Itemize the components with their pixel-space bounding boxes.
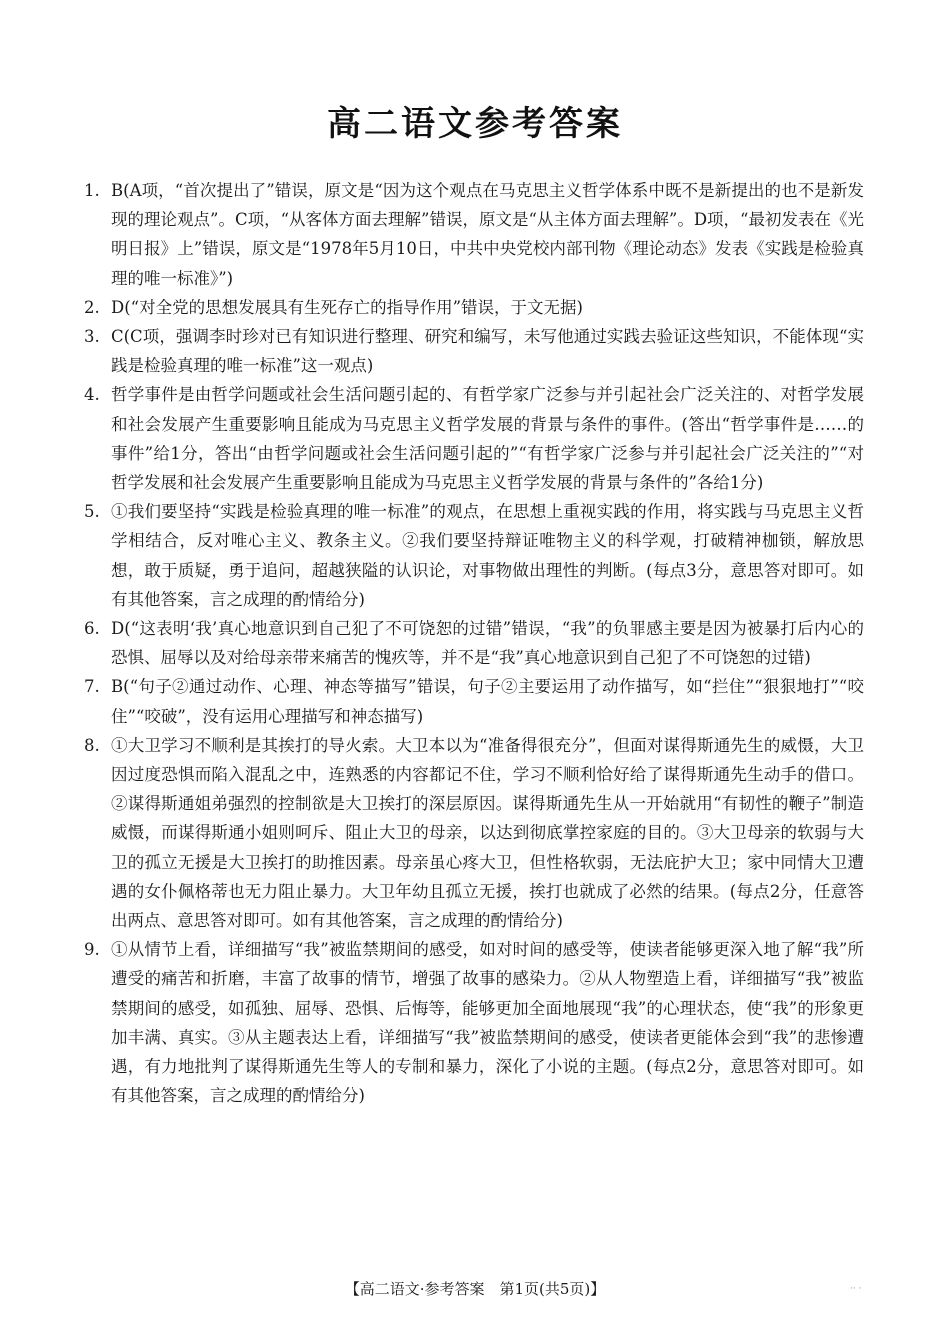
answer-number: 2. [84,297,100,317]
answer-text: ①大卫学习不顺利是其挨打的导火索。大卫本以为“准备得很充分”，但面对谋得斯通先生的威慑，大卫因过度恐惧而陷入混乱之中，连熟悉的内容都记不住，学习不顺利恰好给了谋得斯通先生动手的借口。②谋得斯通姐弟强烈的控制欲是大卫挨打的深层原因。谋得斯通先生从一开始就用“有韧性的鞭子”制造威慑，而谋得斯通小姐则呵斥、阻止大卫的母亲，以达到彻底掌控家庭的目的。③大卫母亲的软弱与大卫的孤立无援是大卫挨打的助推因素。母亲虽心疼大卫，但性格软弱，无法庇护大卫；家中同情大卫遭遇的女仆佩格蒂也无力阻止暴力。大卫年幼且孤立无援，挨打也就成了必然的结果。(每点2分，任意答出两点、意思答对即可。如有其他答案，言之成理的酌情给分) [111,735,864,931]
answer-item-2 [84,293,864,322]
answer-item-5 [84,497,864,614]
answer-list [84,176,864,1111]
answer-text: ①从情节上看，详细描写“我”被监禁期间的感受，如对时间的感受等，使读者能够更深入地了解“我”所遭受的痛苦和折磨，丰富了故事的情节，增强了故事的感染力。②从人物塑造上看，详细描写“我”被监禁期间的感受，如孤独、屈辱、恐惧、后悔等，能够更加全面地展现“我”的心理状态，使“我”的形象更加丰满、真实。③从主题表达上看，详细描写“我”被监禁期间的感受，使读者更能体会到“我”的悲惨遭遇，有力地批判了谋得斯通先生等人的专制和暴力，深化了小说的主题。(每点2分，意思答对即可。如有其他答案，言之成理的酌情给分) [111,940,864,1106]
answer-item-6 [84,614,864,672]
answer-number: 5. [84,502,100,522]
answer-item-1 [84,176,864,293]
page-footer: 【高二语文·参考答案 第1页(共5页)】 [344,1280,606,1298]
corner-mark: ·· · [850,1284,862,1294]
answer-text: C(C项，强调李时珍对已有知识进行整理、研究和编写，未写他通过实践去验证这些知识，不能体现“实践是检验真理的唯一标准”这一观点) [111,327,864,376]
answer-item-9 [84,935,864,1110]
answer-number: 9. [84,940,100,960]
answer-number: 3. [84,327,100,347]
answer-item-3 [84,322,864,380]
answer-text: ①我们要坚持“实践是检验真理的唯一标准”的观点，在思想上重视实践的作用，将实践与马克思主义哲学相结合，反对唯心主义、教条主义。②我们要坚持辩证唯物主义的科学观，打破精神枷锁，解放思想，敢于质疑，勇于追问，超越狭隘的认识论，对事物做出理性的判断。(每点3分，意思答对即可。如有其他答案，言之成理的酌情给分) [111,502,864,609]
answer-number: 1. [84,181,100,200]
answer-text: D(“对全党的思想发展具有生死存亡的指导作用”错误，于文无据) [111,297,583,317]
answer-text: B(A项，“首次提出了”错误，原文是“因为这个观点在马克思主义哲学体系中既不是新提出的也不是新发现的理论观点”。C项，“从客体方面去理解”错误，原文是“从主体方面去理解”。D项，“最初发表在《光明日报》上”错误，原文是“1978年5月10日，中共中央党校内部刊物《理论动态》发表《实践是检验真理的唯一标准》”) [111,181,864,288]
answer-item-8 [84,731,864,935]
answer-text: 哲学事件是由哲学问题或社会生活问题引起的、有哲学家广泛参与并引起社会广泛关注的、对哲学发展和社会发展产生重要影响且能成为马克思主义哲学发展的背景与条件的事件。(答出“哲学事件是……的事件”给1分，答出“由哲学问题或社会生活问题引起的”“有哲学家广泛参与并引起社会广泛关注的”“对哲学发展和社会发展产生重要影响且能成为马克思主义哲学发展的背景与条件的”各给1分) [111,385,864,493]
answer-number: 8. [84,735,100,755]
answer-text: D(“这表明‘我’真心地意识到自己犯了不可饶恕的过错”错误，“我”的负罪感主要是因为被暴打后内心的恐惧、屈辱以及对给母亲带来痛苦的愧疚等，并不是“我”真心地意识到自己犯了不可饶恕的过错) [111,619,864,668]
answer-item-4 [84,380,864,497]
answer-text: B(“句子②通过动作、心理、神态等描写”错误，句子②主要运用了动作描写，如“拦住”“狠狠地打”“咬住”“咬破”，没有运用心理描写和神态描写) [111,677,864,726]
page-title: 高二语文参考答案 [327,104,623,144]
answer-number: 7. [84,677,100,697]
answer-number: 6. [84,619,100,639]
answer-number: 4. [84,385,100,405]
answer-item-7 [84,672,864,730]
